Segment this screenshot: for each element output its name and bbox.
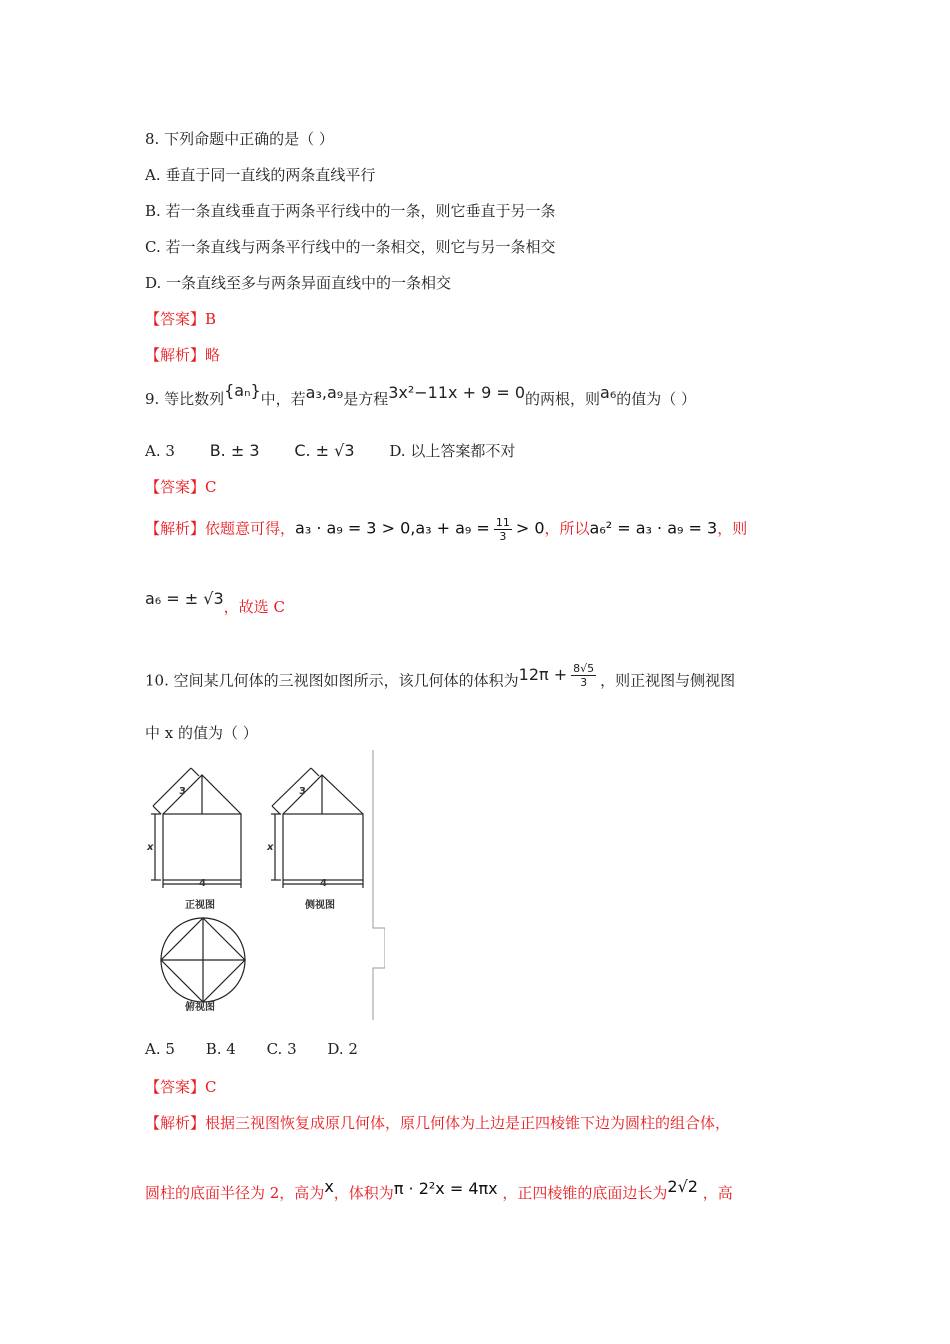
- q8-stem: 8. 下列命题中正确的是（ ）: [145, 130, 334, 148]
- fraction-denominator: 3: [580, 676, 588, 689]
- q10-option-c: C. 3: [266, 1040, 297, 1058]
- answer-tag: 【答案】: [145, 310, 206, 328]
- analysis-math: a₆ = ± √3: [145, 589, 224, 608]
- fraction-numerator: 11: [495, 516, 510, 529]
- q8-option-d: D. 一条直线至多与两条异面直线中的一条相交: [145, 274, 452, 292]
- answer-tag: 【答案】: [145, 478, 206, 496]
- q9-answer: [145, 476, 217, 497]
- three-view-svg: [145, 750, 385, 1020]
- q10-option-a: A. 5: [145, 1040, 175, 1058]
- answer-value: C: [205, 1078, 217, 1096]
- analysis-text: ，正四棱锥的底面边长为: [497, 1184, 668, 1202]
- q9-analysis-line2: [145, 589, 285, 617]
- q10-stem: [145, 662, 736, 695]
- dim-height-side: x: [267, 842, 274, 853]
- q9-equation: 3x²−11x + 9 = 0: [388, 383, 526, 402]
- three-view-figure: [145, 750, 385, 1020]
- q8-option-b: B. 若一条直线垂直于两条平行线中的一条，则它垂直于另一条: [145, 202, 556, 220]
- q9-options: [145, 440, 515, 461]
- dim-slant-side: 3: [299, 786, 306, 797]
- side-view: [271, 768, 363, 888]
- fraction: [571, 662, 596, 689]
- analysis-text: ，所以: [544, 519, 590, 538]
- q9-option-d: D. 以上答案都不对: [389, 442, 516, 460]
- q9-mid1: 中，若: [260, 390, 306, 408]
- analysis-text: 圆柱的底面半径为 2，高为: [145, 1184, 325, 1202]
- q8-option-c: C. 若一条直线与两条平行线中的一条相交，则它与另一条相交: [145, 238, 556, 256]
- q9-analysis: [145, 516, 747, 543]
- top-view-label: 俯视图: [185, 1002, 215, 1013]
- analysis-tag: 【解析】: [145, 519, 206, 538]
- q10-stem-text: ，则正视图与侧视图: [600, 671, 736, 690]
- analysis-text: ，故选 C: [223, 598, 285, 616]
- answer-tag: 【答案】: [145, 1078, 206, 1096]
- dim-slant-front: 3: [179, 786, 186, 797]
- q10-options: [145, 1040, 358, 1058]
- q9-option-c: C. ± √3: [294, 441, 355, 460]
- q9-stem: [145, 381, 697, 409]
- analysis-tag: 【解析】: [145, 346, 206, 364]
- q9-prefix: 9. 等比数列: [145, 390, 225, 408]
- q9-target: a₆: [600, 383, 617, 402]
- q8-option-a: A. 垂直于同一直线的两条直线平行: [145, 166, 376, 184]
- answer-value: B: [205, 310, 217, 328]
- q10-answer: [145, 1076, 217, 1097]
- analysis-text: ，体积为: [333, 1184, 394, 1202]
- top-view: [161, 918, 245, 1002]
- q9-seq: {aₙ}: [224, 381, 261, 400]
- analysis-math: a₃ · a₉ = 3 > 0,a₃ + a₉ =: [295, 518, 490, 538]
- analysis-text: 根据三视图恢复成原几何体，原几何体为上边是正四棱锥下边为圆柱的组合体，: [205, 1114, 731, 1132]
- dim-height-front: x: [147, 842, 154, 853]
- analysis-text: 依题意可得，: [205, 519, 296, 538]
- fraction-numerator: 8√5: [573, 662, 595, 675]
- analysis-text: ，则: [717, 519, 748, 538]
- q9-mid2: 是方程: [343, 390, 389, 408]
- q10-stem-line2: 中 x 的值为（ ）: [145, 724, 258, 742]
- q10-stem-text: 10. 空间某几何体的三视图如图所示，该几何体的体积为: [145, 671, 519, 690]
- q9-suffix: 的值为（ ）: [616, 390, 697, 408]
- analysis-math: a₆² = a₃ · a₉ = 3: [589, 518, 718, 538]
- dim-width-front: 4: [199, 878, 206, 889]
- analysis-tag: 【解析】: [145, 1114, 206, 1132]
- dim-width-side: 4: [320, 878, 327, 889]
- q8-analysis: [145, 344, 220, 365]
- q10-option-b: B. 4: [205, 1040, 236, 1058]
- analysis-math: x: [324, 1177, 334, 1196]
- analysis-math: π · 2²x = 4πx: [393, 1179, 498, 1198]
- front-view: [151, 768, 241, 888]
- front-view-label: 正视图: [185, 900, 215, 911]
- q10-analysis-line2: [145, 1177, 733, 1203]
- analysis-math: > 0: [515, 518, 545, 538]
- q8-answer: [145, 308, 216, 329]
- q9-option-a: A. 3: [145, 442, 175, 460]
- q9-option-b: B. ± 3: [209, 441, 260, 460]
- side-view-label: 侧视图: [305, 900, 335, 911]
- analysis-math: 2√2: [667, 1177, 698, 1196]
- q10-volume: 12π +: [518, 664, 568, 684]
- q9-mid3: 的两根，则: [525, 390, 601, 408]
- answer-value: C: [205, 478, 217, 496]
- q10-option-d: D. 2: [327, 1040, 358, 1058]
- analysis-text: ，高: [697, 1184, 733, 1202]
- q10-analysis: [145, 1112, 730, 1133]
- fraction-denominator: 3: [499, 530, 507, 543]
- analysis-text: 略: [205, 346, 221, 364]
- fraction: [494, 516, 512, 543]
- q9-terms: a₃,a₉: [305, 383, 344, 402]
